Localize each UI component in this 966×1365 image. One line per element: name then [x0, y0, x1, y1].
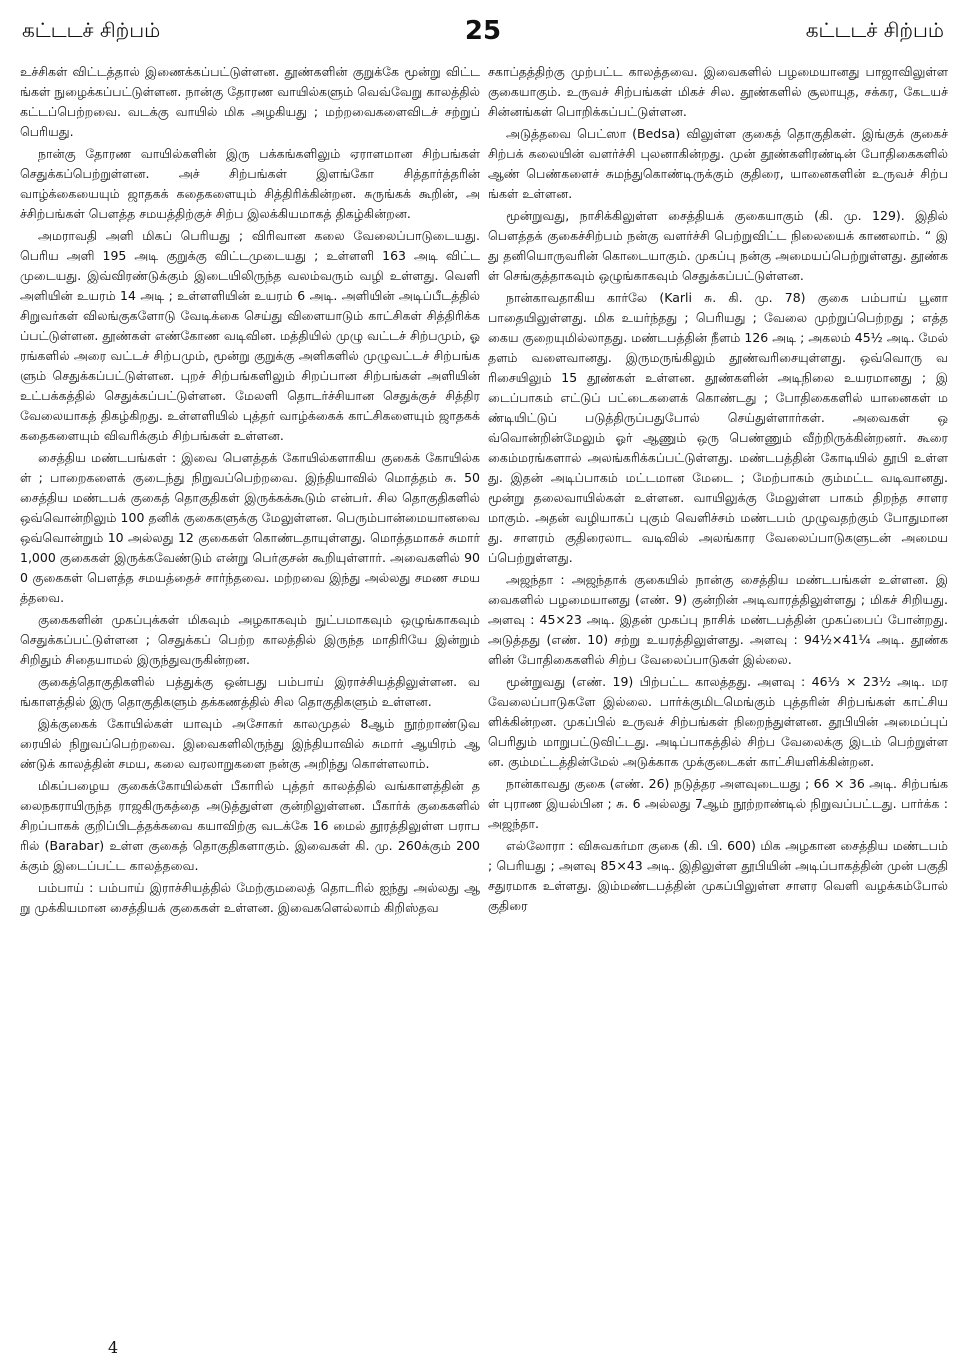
- paragraph: மிகப்பழைய குகைக்கோயில்கள் பீகாரில் புத்தர் காலத்தில் வங்காளத்தின் தலைநகராயிருந்த ராஜகிருகத்தை அடுத்துள்ள குன்றிலுள்ளன. பீகார்க் குகைகளில் சிறப்பாகக் குறிப்பிடத்தக்கவை கயாவிற்கு வடக்கே 16 மைல் தூரத்திலுள்ள பராபரில் (Barabar) உள்ள குகைத் தொகுதிகளாகும். இவைகள் கி. மு. 260க்கும் 200க்கும் இடைப்பட்ட காலத்தவை.: [20, 778, 480, 873]
- paragraph: நான்கு தோரண வாயில்களின் இரு பக்கங்களிலும் ஏராளமான சிற்பங்கள் செதுக்கப்பெற்றுள்ளன. அச் சிற்பங்கள் இளங்கோ சித்தார்த்தரின் வாழ்க்கையையும் ஜாதகக் கதைகளையும் சித்திரிக்கின்றன. சுருங்கக் கூறின், அச்சிற்பங்கள் பௌத்த சமயத்திற்குச் சிற்ப இலக்கியமாகத் திகழ்கின்றன.: [20, 146, 480, 221]
- right-column: [488, 62, 948, 1330]
- paragraph: மூன்றுவது, நாசிக்கிலுள்ள சைத்தியக் குகையாகும் (கி. மு. 129). இதில் பௌத்தக் குகைச்சிற்பம் நன்கு வளர்ச்சி பெற்றுவிட்ட நிலையைக் காணலாம். “ இது தனியொருவரின் கொடையாகும். முகப்பு நன்கு அமையப்பெற்றுள்ளது. தூண்கள் செங்குத்தாகவும் ஒழுங்காகவும் செதுக்கப்பட்டுள்ளன.: [488, 208, 948, 283]
- signature-mark: 4: [108, 1338, 119, 1357]
- paragraph: நான்காவது குகை (எண். 26) நடுத்தர அளவுடையது ; 66 × 36 அடி. சிற்பங்கள் புராண இயல்பின ; சு. 6 அல்லது 7ஆம் நூற்றாண்டில் நிறுவப்பட்டது. பார்க்க : அஜந்தா.: [488, 776, 948, 831]
- paragraph: சகாப்தத்திற்கு முற்பட்ட காலத்தவை. இவைகளில் பழமையானது பாஜாவிலுள்ள குகையாகும். உருவச் சிற்பங்கள் மிகச் சில. தூண்களில் சூலாயுத, சக்கர, கேடயச் சின்னங்கள் பொறிக்கப்பட்டுள்ளன.: [488, 64, 948, 119]
- paragraph: மூன்றுவது (எண். 19) பிற்பட்ட காலத்தது. அளவு : 46⅓ × 23⅟₂ அடி. மர வேலைப்பாடுகளே இல்லை. பார்க்குமிடமெங்கும் புத்தரின் சிற்பங்கள் காட்சியளிக்கின்றன. முகப்பில் உருவச் சிற்பங்கள் நிறைந்துள்ளன. தூபியின் அமைப்புப் பெரிதும் மாறுபட்டுவிட்டது. அடிப்பாகத்தில் சிற்ப வேலைக்கு இடம் பெற்றுள்ளன. கும்மட்டத்தின்மேல் அடுக்காக முக்குடைகள் காட்சியளிக்கின்றன.: [488, 674, 948, 769]
- paragraph: எல்லோரா : விசுவகர்மா குகை (கி. பி. 600) மிக அழகான சைத்திய மண்டபம் ; பெரியது ; அளவு 85×43 அடி. இதிலுள்ள தூபியின் அடிப்பாகத்தின் முன் பகுதி சதுரமாக உள்ளது. இம்மண்டபத்தின் முகப்பிலுள்ள சாளர வெளி வழக்கம்போல் குதிரை: [488, 838, 948, 913]
- running-head: [22, 14, 944, 48]
- running-title-left: கட்டடச் சிற்பம்: [22, 17, 161, 42]
- page-number: 25: [464, 16, 502, 46]
- paragraph: உச்சிகள் விட்டத்தால் இணைக்கப்பட்டுள்ளன. தூண்களின் குறுக்கே மூன்று விட்டங்கள் நுழைக்கப்பட்டுள்ளன. நான்கு தோரண வாயில்களும் வெவ்வேறு காலத்தில் கட்டப்பெற்றவை. வடக்கு வாயில் மிக அழகியது ; மற்றவைகளைவிடச் சற்றுப் பெரியது.: [20, 64, 480, 139]
- paragraph: நான்காவதாகிய கார்லே (Karli சு. கி. மு. 78) குகை பம்பாய் பூனா பாதையிலுள்ளது. மிக உயர்ந்தது ; பெரியது ; வேலை முற்றுப்பெற்றது ; எத்தகைய குறையுமில்லாதது. மண்டபத்தின் நீளம் 126 அடி ; அகலம் 45½ அடி. மேல் தளம் வளைவானது. இருமருங்கிலும் தூண்வரிசையுள்ளது. ஒவ்வொரு வரிசையிலும் 15 தூண்கள் உள்ளன. தூண்களின் அடிநிலை உயரமானது ; இடைப்பாகம் எட்டுப் பட்டைகளைக் கொண்டது ; போதிகைகளில் யானைகள் மண்டியிட்டுப் படுத்திருப்பதுபோல் செய்துள்ளார்கள். அவைகள் ஒவ்வொன்றின்மேலும் ஓர் ஆணும் ஒரு பெண்ணும் வீற்றிருக்கின்றனர். கூரை கைம்மரங்களால் அலங்கரிக்கப்பட்டுள்ளது. மண்டபத்தின் கோடியில் தூபி உள்ளது. இதன் அடிப்பாகம் மட்டமான மேடை ; மேற்பாகம் கும்மட்ட வடிவானது. மூன்று தலைவாயில்கள் உள்ளன. வாயிலுக்கு மேலுள்ள பாகம் திறந்த சாளரமாகும். அதன் வழியாகப் புகும் வெளிச்சம் மண்டபம் முழுவதற்கும் போதுமானது. சாளரம் குதிரைலாட வடிவில் அலங்கார வேலைப்பாடுகளுடன் அமையப்பெற்றுள்ளது.: [488, 290, 948, 565]
- paragraph: அஜந்தா : அஜந்தாக் குகையில் நான்கு சைத்திய மண்டபங்கள் உள்ளன. இவைகளில் பழமையானது (எண். 9) குன்றின் அடிவாரத்திலுள்ளது ; மிகச் சிறியது. அளவு : 45×23 அடி. இதன் முகப்பு நாசிக் மண்டபத்தின் முகப்பைப் போன்றது. அடுத்தது (எண். 10) சற்று உயரத்திலுள்ளது. அளவு : 94½×41¼ அடி. தூண்களின் போதிகைகளில் சிற்ப வேலைப்பாடுகள் இல்லை.: [488, 572, 948, 667]
- paragraph: குகைத்தொகுதிகளில் பத்துக்கு ஒன்பது பம்பாய் இராச்சியத்திலுள்ளன. வங்காளத்தில் இரு தொகுதிகளும் தக்கணத்தில் சில தொகுதிகளும் உள்ளன.: [20, 674, 480, 709]
- text-columns: [20, 62, 948, 1330]
- paragraph: சைத்திய மண்டபங்கள் : இவை பௌத்தக் கோயில்களாகிய குகைக் கோயில்கள் ; பாறைகளைக் குடைந்து நிறுவப்பெற்றவை. இந்தியாவில் மொத்தம் சு. 50 சைத்திய மண்டபக் குகைத் தொகுதிகள் இருக்கக்கூடும் என்பர். சில தொகுதிகளில் ஒவ்வொன்றிலும் 100 தனிக் குகைகளுக்கு மேலுள்ளன. பெரும்பான்மையானவை ஒவ்வொன்றும் 10 அல்லது 12 குகைகள் கொண்டதாயுள்ளது. மொத்தமாகச் சுமார் 1,000 குகைகள் இருக்கவேண்டும் என்று பெர்குசன் கூறியுள்ளார். அவைகளில் 900 குகைகள் பௌத்த சமயத்தைச் சார்ந்தவை. மற்றவை இந்து அல்லது சமண சமயத்தவை.: [20, 450, 480, 605]
- running-title-right: கட்டடச் சிற்பம்: [805, 17, 944, 42]
- paragraph: அமராவதி அளி மிகப் பெரியது ; விரிவான கலை வேலைப்பாடுடையது. பெரிய அளி 195 அடி குறுக்கு விட்டமுடையது ; உள்ளளி 163 அடி விட்டமுடையது. இவ்விரண்டுக்கும் இடையிலிருந்த வலம்வரும் வழி உள்ளது. வெளி அளியின் உயரம் 14 அடி ; உள்ளளியின் உயரம் 6 அடி. அளியின் அடிப்பீடத்தில் சிறுவர்கள் விலங்குகளோடு வேடிக்கை செய்து விளையாடும் காட்சிகள் சித்திரிக்கப்பட்டுள்ளன. தூண்கள் எண்கோண வடிவின. மத்தியில் முழு வட்டச் சிற்பமும், ஓரங்களில் அரை வட்டச் சிற்பமும், மூன்று குறுக்கு அளிகளில் முழுவட்டச் சிற்பங்களும் செதுக்கப்பட்டுள்ளன. புறச் சிற்பங்களிலும் சிறப்பான சிற்பங்கள் அளியின் உட்பக்கத்தில் செதுக்கப்பட்டுள்ளன. மேலளி தொடர்ச்சியான செதுக்குச் சித்திரவேலையாகத் திகழ்கிறது. உள்ளளியில் புத்தர் வாழ்க்கைக் காட்சிகளையும் ஜாதகக் கதைகளையும் விவரிக்கும் சிற்பங்கள் உள்ளன.: [20, 228, 480, 443]
- paragraph: இக்குகைக் கோயில்கள் யாவும் அசோகர் காலமுதல் 8ஆம் நூற்றாண்டுவரையில் நிறுவப்பெற்றவை. இவைகளிலிருந்து இந்தியாவில் சுமார் ஆயிரம் ஆண்டுக் காலத்தின் சமய, கலை வரலாறுகளை நன்கு அறிந்து கொள்ளலாம்.: [20, 716, 480, 771]
- paragraph: அடுத்தவை பெட்ஸா (Bedsa) விலுள்ள குகைத் தொகுதிகள். இங்குக் குகைச் சிற்பக் கலையின் வளர்ச்சி புலனாகின்றது. முன் தூண்களிரண்டின் போதிகைகளில் ஆண் பெண்களைச் சுமந்துகொண்டிருக்கும் குதிரை, யானைகளின் உருவச் சிற்பங்கள் உள்ளன.: [488, 126, 948, 201]
- paragraph: குகைகளின் முகப்புக்கள் மிகவும் அழகாகவும் நுட்பமாகவும் ஒழுங்காகவும் செதுக்கப்பட்டுள்ளன ; செதுக்கப் பெற்ற காலத்தில் இருந்த மாதிரியே இன்றும் சிறிதும் சிதையாமல் இருந்துவருகின்றன.: [20, 612, 480, 667]
- paragraph: பம்பாய் : பம்பாய் இராச்சியத்தில் மேற்குமலைத் தொடரில் ஐந்து அல்லது ஆறு முக்கியமான சைத்தியக் குகைகள் உள்ளன. இவைகளெல்லாம் கிறிஸ்தவ: [20, 880, 480, 915]
- left-column: [20, 62, 480, 1330]
